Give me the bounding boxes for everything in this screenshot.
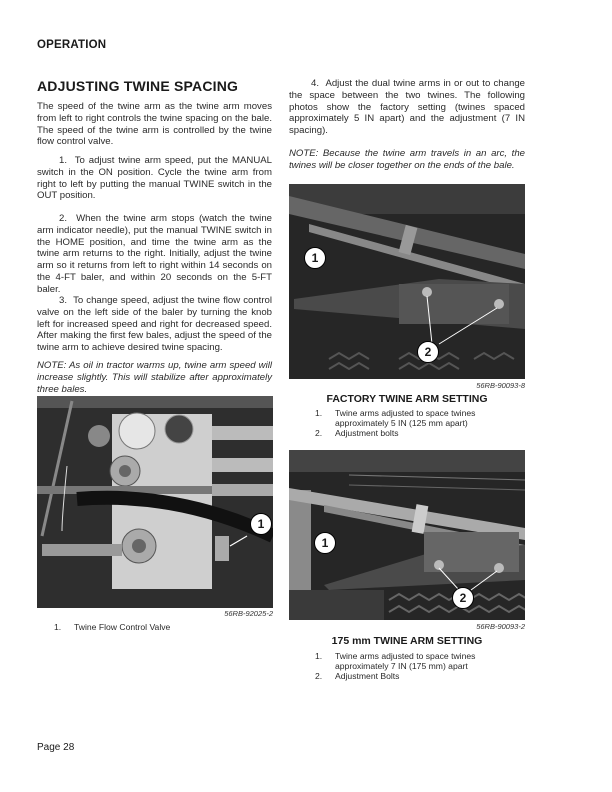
legend-item xyxy=(315,408,525,428)
figure-legend xyxy=(54,622,274,632)
figure-code: 56RB-90093-8 xyxy=(476,381,525,390)
175mm-setting-photo xyxy=(289,450,525,620)
legend-number: 2. xyxy=(315,671,323,681)
valve-photo-illustration xyxy=(37,396,273,608)
step-text: To adjust twine arm speed, put the MANUAL switch in the ON position. Cycle the twine arm from right to left by putting the manual TWINE switch in the OUT position. xyxy=(37,155,272,202)
callout-1: 1 xyxy=(314,532,336,554)
step-number: 2. xyxy=(59,213,68,224)
legend-item xyxy=(315,671,525,681)
step-number: 4. xyxy=(311,78,320,89)
flow-control-valve-photo xyxy=(37,396,273,608)
step-number: 1. xyxy=(59,155,68,166)
factory-setting-photo xyxy=(289,184,525,379)
step-text: To change speed, adjust the twine flow control valve on the left side of the baler by turning the knob left for increased speed and right for decreased speed. After making the first few bales, adjust the speed of the twine arm to achieve desired twine spacing. xyxy=(37,295,272,354)
figure-title: 175 mm TWINE ARM SETTING xyxy=(331,635,483,647)
legend-text: Twine arms adjusted to space twines approximately 5 IN (125 mm apart) xyxy=(335,408,476,428)
legend-item xyxy=(315,428,525,438)
legend-item xyxy=(315,651,525,671)
section-label: OPERATION xyxy=(37,39,107,51)
callout-1: 1 xyxy=(250,513,272,535)
step-text: When the twine arm stops (watch the twine arm indicator needle), put the manual TWINE switch in the HOME position, and time the twine arm as the twine arm returns to the right. Initially, adjust the twine arm so it returns from left to right within 14 seconds on the 4-FT baler, and within 20 seconds on the 5-FT baler. xyxy=(37,213,272,295)
callout-2: 2 xyxy=(417,341,439,363)
section-heading: ADJUSTING TWINE SPACING xyxy=(37,78,239,94)
warmup-note: NOTE: As oil in tractor warms up, twine arm speed will increase slightly. This will stabilize after approximately three bales. xyxy=(37,360,272,395)
legend-text: Twine Flow Control Valve xyxy=(74,622,171,632)
callout-1: 1 xyxy=(304,247,326,269)
page-number: Page 28 xyxy=(37,742,75,753)
step-number: 3. xyxy=(59,295,68,306)
legend-text: Twine arms adjusted to space twines approximately 7 IN (175 mm) apart xyxy=(335,651,476,671)
step-4 xyxy=(289,78,525,137)
legend-number: 1. xyxy=(54,622,62,632)
legend-number: 1. xyxy=(315,408,323,418)
arc-note: NOTE: Because the twine arm travels in an arc, the twines will be closer together on the ends of the bale. xyxy=(289,148,525,171)
figure-legend xyxy=(315,408,525,438)
step-3 xyxy=(37,295,272,354)
figure-code: 56RB-92025-2 xyxy=(224,609,273,618)
intro-paragraph: The speed of the twine arm as the twine arm moves from left to right controls the twine spacing on the bale. The speed of the twine arm is controlled by the twine flow control valve. xyxy=(37,101,272,148)
legend-number: 1. xyxy=(315,651,323,661)
step-2 xyxy=(37,213,272,296)
step-text: Adjust the dual twine arms in or out to change the space between the two twines. The following photos show the factory setting (twines spaced approximately 5 IN apart) and the adjustment (7 IN spacing). xyxy=(289,78,525,137)
callout-2: 2 xyxy=(452,587,474,609)
figure-code: 56RB-90093-2 xyxy=(476,622,525,631)
legend-text: Adjustment Bolts xyxy=(335,671,400,681)
legend-number: 2. xyxy=(315,428,323,438)
figure-title: FACTORY TWINE ARM SETTING xyxy=(326,393,488,405)
figure-legend xyxy=(315,651,525,681)
legend-item xyxy=(54,622,274,632)
step-1 xyxy=(37,155,272,202)
factory-photo-illustration xyxy=(289,184,525,379)
legend-text: Adjustment bolts xyxy=(335,428,399,438)
